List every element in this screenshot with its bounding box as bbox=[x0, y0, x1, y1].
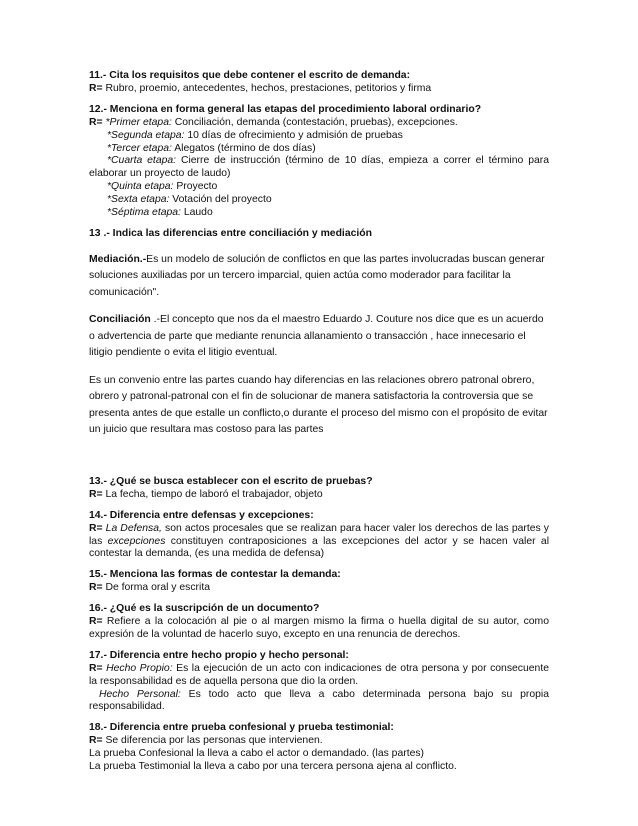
answer-18-testimonial: La prueba Testimonial la lleva a cabo por una tercera persona ajena al conflicto. bbox=[89, 761, 457, 773]
question-12-title: 12.- Menciona en forma general las etapas del procedimiento laboral ordinario? bbox=[89, 103, 482, 115]
question-17-title: 17.- Diferencia entre hecho propio y hecho personal: bbox=[89, 649, 349, 661]
answer-14: R= La Defensa, son actos procesales que se realizan para hacer valer los derechos de las partes y las excepciones constituyen contraposiciones a las excepciones del actor y se hacen valer al contestar la demanda, (es una medida de defensa) bbox=[89, 522, 550, 560]
question-13b-title: 13.- ¿Qué se busca establecer con el escrito de pruebas? bbox=[89, 475, 373, 487]
question-13b bbox=[89, 476, 549, 502]
document-content bbox=[89, 70, 549, 782]
answer-11: R= Rubro, proemio, antecedentes, hechos, prestaciones, petitorios y firma bbox=[89, 82, 432, 94]
question-14-title: 14.- Diferencia entre defensas y excepciones: bbox=[89, 509, 314, 521]
answer-15: R= De forma oral y escrita bbox=[89, 582, 210, 594]
convenio-paragraph: Es un convenio entre las partes cuando hay diferencias en las relaciones obrero patronal obrero, obrero y patronal-patronal con el fin de solucionar de manera satisfactoria la controversia que se presenta antes de que estalle un conflicto,o durante el proceso del mismo con el propósito de evitar un juicio que resultara mas costoso para las partes bbox=[89, 374, 548, 436]
question-16-title: 16.- ¿Qué es la suscripción de un documento? bbox=[89, 603, 320, 615]
question-15 bbox=[89, 569, 549, 595]
question-13a bbox=[89, 228, 549, 241]
answer-17-personal: Hecho Personal: Es todo acto que lleva a cabo determinada persona bajo su propia responsabilidad. bbox=[89, 688, 549, 713]
question-16 bbox=[89, 603, 549, 642]
conciliacion-paragraph: Conciliación .-El concepto que nos da el maestro Eduardo J. Couture nos dice que es un acuerdo o advertencia de parte que mediante renuncia allanamiento o transacción , hace innecesario el litigio pendiente o evita el litigio eventual. bbox=[89, 314, 544, 359]
answer-13b: R= La fecha, tiempo de laboró el trabajador, objeto bbox=[89, 488, 323, 500]
question-13a-title: 13 .- Indica las diferencias entre conciliación y mediación bbox=[89, 227, 372, 239]
stage-2: *Segunda etapa: 10 días de ofrecimiento y admisión de pruebas bbox=[107, 129, 403, 141]
stage-4: *Cuarta etapa: Cierre de instrucción (término de 10 días, empieza a correr el término para elaborar un proyecto de laudo) bbox=[89, 155, 549, 180]
answer-18: R= Se diferencia por las personas que intervienen. bbox=[89, 735, 323, 747]
question-14 bbox=[89, 510, 549, 562]
question-18 bbox=[89, 722, 549, 774]
mediacion-paragraph: Mediación.-Es un modelo de solución de conflictos en que las partes involucradas buscan generar soluciones auxiliadas por un tercero imparcial, quien actúa como moderador para facilitar la comunicación". bbox=[89, 253, 545, 298]
stage-1: R= *Primer etapa: Conciliación, demanda (contestación, pruebas), excepciones. bbox=[89, 116, 458, 128]
section-gap bbox=[89, 448, 549, 476]
question-18-title: 18.- Diferencia entre prueba confesional y prueba testimonial: bbox=[89, 722, 394, 734]
stage-3: *Tercer etapa: Alegatos (término de dos días) bbox=[107, 142, 316, 154]
answer-16: R= Refiere a la colocación al pie o al margen mismo la firma o huella digital de su autor, como expresión de la voluntad de hacerlo suyo, excepto en una renuncia de derechos. bbox=[89, 616, 549, 640]
answer-17-propio: R= Hecho Propio: Es la ejecución de un acto con indicaciones de otra persona y por consecuente la responsabilidad es de aquella persona que dio la orden. bbox=[89, 662, 550, 687]
question-12 bbox=[89, 104, 549, 220]
question-17 bbox=[89, 650, 549, 715]
question-15-title: 15.- Menciona las formas de contestar la demanda: bbox=[89, 569, 341, 581]
answer-18-confesional: La prueba Confesional la lleva a cabo el actor o demandado. (las partes) bbox=[89, 748, 425, 760]
stage-6: *Sexta etapa: Votación del proyecto bbox=[107, 194, 272, 206]
question-11 bbox=[89, 70, 549, 96]
stage-7: *Séptima etapa: Laudo bbox=[107, 207, 213, 219]
stage-5: *Quinta etapa: Proyecto bbox=[107, 181, 218, 193]
question-11-title: 11.- Cita los requisitos que debe contener el escrito de demanda: bbox=[89, 70, 411, 81]
